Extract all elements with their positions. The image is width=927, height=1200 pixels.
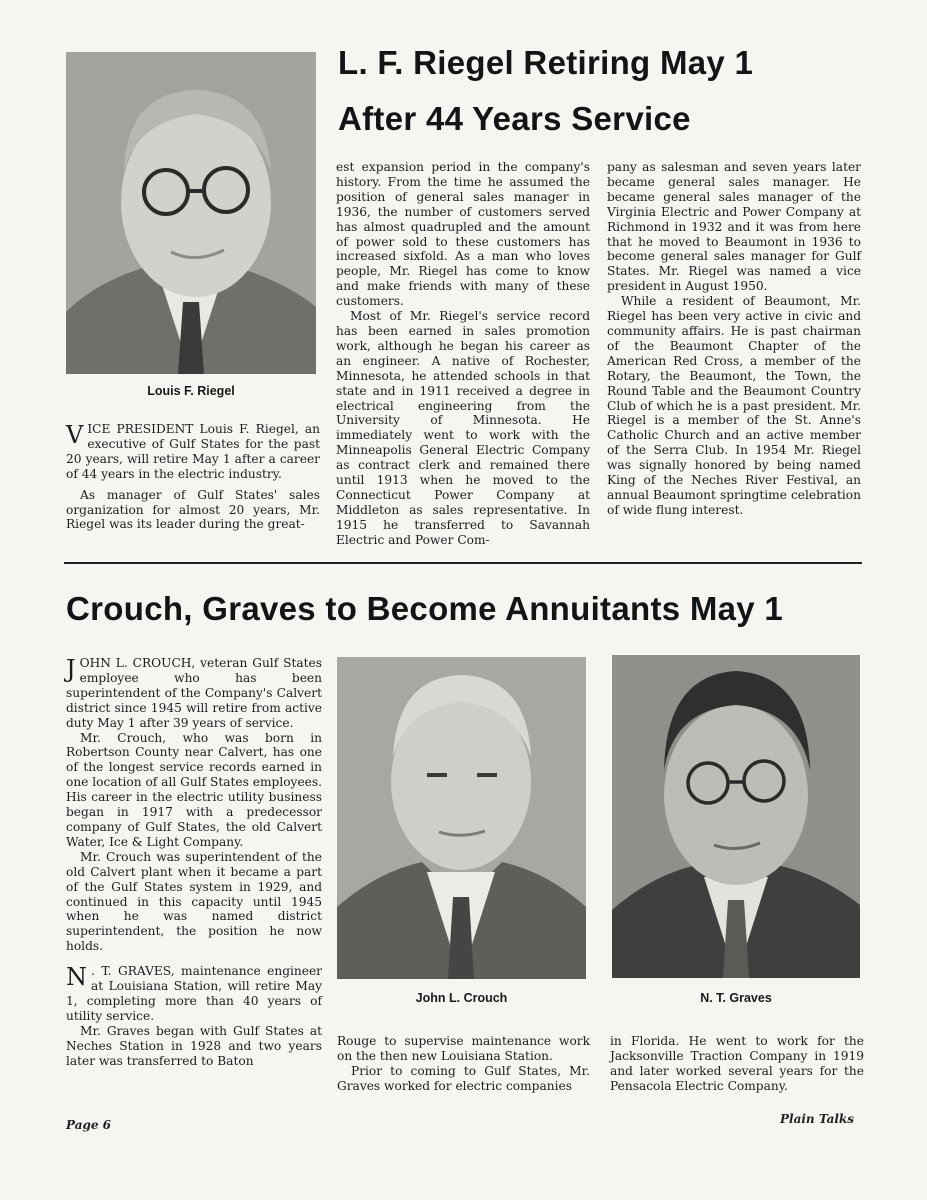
- riegel-intro-text: ICE PRESIDENT Louis F. Riegel, an executive of Gulf States for the past 20 years, will retire May 1 after a career of 44 years in the electric industry.: [66, 422, 320, 481]
- dropcap-n: N: [66, 963, 87, 992]
- article1-headline-line2: After 44 Years Service: [338, 100, 691, 137]
- graves-col3-paragraph-1: in Florida. He went to work for the Jacksonville Traction Company in 1919 and later worked several years for the Pensacola Electric Company.: [610, 1034, 864, 1093]
- graves-portrait-illustration: [612, 655, 860, 978]
- article2-column-2: [337, 1034, 590, 1094]
- crouch-portrait-illustration: [337, 657, 586, 979]
- section-divider: [64, 562, 862, 564]
- graves-col2-paragraph-2: Prior to coming to Gulf States, Mr. Graves worked for electric companies: [337, 1063, 590, 1093]
- article2-column-1: [66, 656, 322, 1068]
- page-number: Page 6: [66, 1118, 112, 1132]
- riegel-col3-paragraph-1: pany as salesman and seven years later became general sales manager. He became general sales manager of the Virginia Electric and Power Company at Richmond in 1932 and it was from here that he moved to Beaumont in 1936 to become general sales manager for Gulf States. Mr. Riegel was named a vice president in August 1950.: [607, 160, 861, 294]
- article1-headline-line1: L. F. Riegel Retiring May 1: [338, 44, 754, 81]
- graves-photo: [612, 655, 860, 978]
- publication-name: Plain Talks: [780, 1112, 855, 1126]
- riegel-col2-paragraph-2: Most of Mr. Riegel's service record has been earned in sales promotion work, although he began his career as an engineer. A native of Rochester, Minnesota, he attended schools in that state and in 1911 received a degree in electrical engineering from the University of Minnesota. He immediately went to work with the Minneapolis General Electric Company as contract clerk and remained there until 1913 when he moved to the Connecticut Power Company at Middleton as sales representative. In 1915 he transferred to Savannah Electric and Power Com-: [336, 309, 590, 547]
- graves-col2-paragraph-1: Rouge to supervise maintenance work on the then new Louisiana Station.: [337, 1034, 590, 1063]
- riegel-photo-caption: Louis F. Riegel: [147, 384, 235, 398]
- crouch-paragraph-2: Mr. Crouch, who was born in Robertson County near Calvert, has one of the longest service records earned in one location of all Gulf States employees. His career in the electric utility business began in 1917 with a predecessor company of Gulf States, the old Calvert Water, Ice & Light Company.: [66, 730, 322, 849]
- crouch-photo: [337, 657, 586, 979]
- graves-paragraph-2: Mr. Graves began with Gulf States at Neches Station in 1928 and two years later was transferred to Baton: [66, 1023, 322, 1068]
- riegel-photo: [66, 52, 316, 374]
- article1-column-3: [607, 160, 861, 518]
- article2-column-3: [610, 1034, 864, 1094]
- article1-column-2: [336, 160, 590, 548]
- crouch-intro-text: OHN L. CROUCH, veteran Gulf States employee who has been superintendent of the Company's Calvert district since 1945 will retire from active duty May 1 after 39 years of service.: [66, 656, 322, 730]
- dropcap-j: J: [66, 655, 76, 683]
- crouch-paragraph-3: Mr. Crouch was superintendent of the old Calvert plant when it became a part of the Gulf States system in 1929, and continued in this capacity until 1945 when he was named district superintendent, the position he now holds.: [66, 849, 322, 954]
- riegel-paragraph-2: As manager of Gulf States' sales organization for almost 20 years, Mr. Riegel was its leader during the great-: [66, 487, 320, 532]
- article1-column-1: [66, 422, 320, 532]
- riegel-portrait-illustration: [66, 52, 316, 374]
- dropcap-v: V: [66, 421, 84, 449]
- graves-photo-caption: N. T. Graves: [700, 991, 772, 1005]
- riegel-col2-paragraph-1: est expansion period in the company's history. From the time he assumed the position of general sales manager in 1936, the number of customers served has almost quadrupled and the amount of power sold to these customers has increased sixfold. As a man who loves people, Mr. Riegel has come to know and make friends with many of these customers.: [336, 160, 590, 309]
- crouch-photo-caption: John L. Crouch: [415, 991, 508, 1005]
- graves-intro-text: . T. GRAVES, maintenance engineer at Louisiana Station, will retire May 1, completing more than 40 years of utility service.: [66, 964, 322, 1023]
- article2-headline: Crouch, Graves to Become Annuitants May 1: [66, 590, 784, 627]
- riegel-col3-paragraph-2: While a resident of Beaumont, Mr. Riegel has been very active in civic and community affairs. He is past chairman of the Beaumont Chapter of the American Red Cross, a member of the Rotary, the Beaumont, the Town, the Round Table and the Beaumont Country Club of which he is a past president. Mr. Riegel is a member of the St. Anne's Catholic Church and an active member of the Serra Club. In 1954 Mr. Riegel was signally honored by being named King of the Neches River Festival, an annual Beaumont springtime celebration of wide flung interest.: [607, 294, 861, 517]
